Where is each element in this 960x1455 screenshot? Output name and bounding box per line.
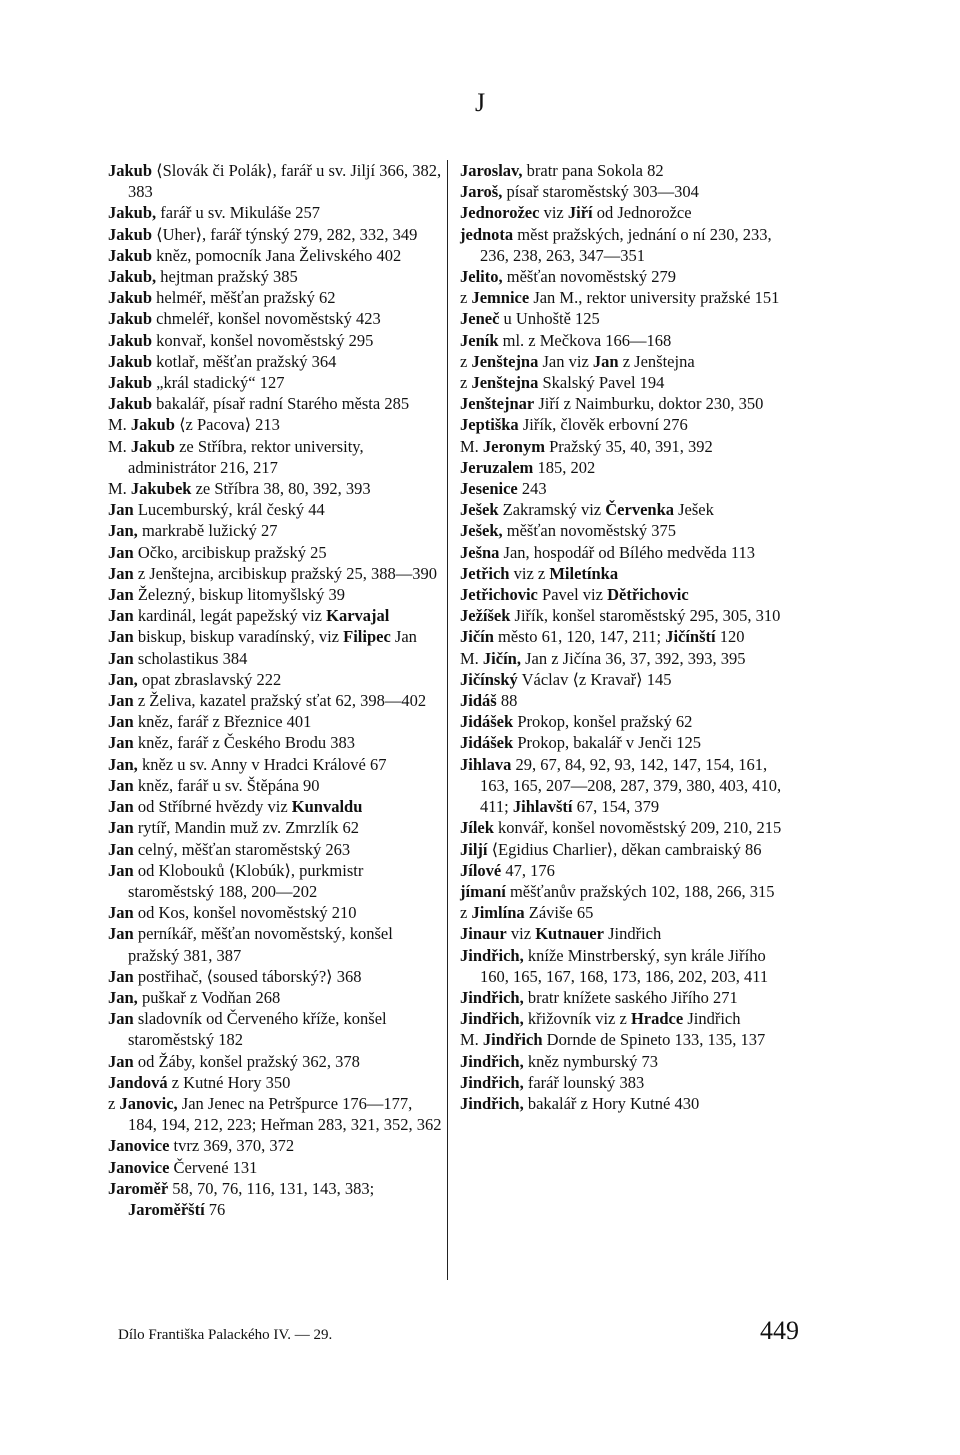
index-entry <box>108 224 443 245</box>
entry-headword: Jan <box>108 839 134 859</box>
entry-text: město 61, 120, 147, 211; <box>493 627 662 647</box>
entry-text: z <box>460 288 472 308</box>
entry-headword: Jesenice <box>460 479 518 499</box>
entry-headword: Jan <box>108 775 134 795</box>
entry-text: měšťan novoměstský 279 <box>502 267 677 287</box>
entry-text: z <box>460 903 472 923</box>
entry-text: helméř, měšťan pražský 62 <box>152 288 336 308</box>
entry-text: Červené 131 <box>169 1157 258 1177</box>
entry-headword: Jan <box>592 351 619 371</box>
entry-text: Jindřich <box>683 1009 741 1029</box>
entry-text: Jan viz <box>538 351 593 371</box>
index-entry <box>460 860 795 881</box>
entry-text: křižovník viz z <box>523 1009 631 1029</box>
entry-text: bakalář z Hory Kutné 430 <box>523 1093 700 1113</box>
entry-text: Jan, hospodář od Bílého medvěda 113 <box>499 542 755 562</box>
index-entry <box>108 1051 443 1072</box>
index-entry <box>460 202 795 223</box>
entry-headword: Jan <box>108 648 134 668</box>
index-entry <box>460 181 795 202</box>
entry-text: 243 <box>517 479 547 499</box>
index-entry <box>108 287 443 308</box>
entry-headword: Jednorožec <box>460 203 540 223</box>
index-entry <box>460 1072 795 1093</box>
index-entry <box>460 902 795 923</box>
index-column-right <box>460 160 795 1114</box>
entry-text: konvař, konšel novoměstský 295 <box>152 330 374 350</box>
index-entry <box>460 499 795 520</box>
entry-headword: Jindřich, <box>460 945 524 965</box>
entry-text: viz z <box>509 563 550 583</box>
entry-headword: Červenka <box>605 500 675 520</box>
index-entry <box>108 732 443 753</box>
entry-text: Záviše 65 <box>524 903 594 923</box>
entry-text: z <box>460 351 472 371</box>
entry-headword: Jan <box>108 1051 134 1071</box>
index-entry <box>460 690 795 711</box>
entry-text: ⟨Egidius Charlier⟩, děkan cambraiský 86 <box>487 839 762 859</box>
index-entry <box>108 372 443 393</box>
entry-headword: Ješek <box>460 500 499 520</box>
index-entry <box>108 987 443 1008</box>
entry-headword: Jelito, <box>460 267 503 287</box>
entry-headword: Jiří <box>567 203 593 223</box>
entry-text: viz <box>539 203 568 223</box>
index-entry <box>460 542 795 563</box>
index-entry <box>108 414 443 435</box>
entry-headword: Jan <box>108 585 134 605</box>
entry-text: Pavel viz <box>537 585 608 605</box>
entry-headword: Jiljí <box>460 839 488 859</box>
entry-headword: Jičínský <box>460 669 518 689</box>
index-entry <box>108 648 443 669</box>
entry-text: 120 <box>715 627 745 647</box>
index-entry <box>108 478 443 499</box>
entry-text: Zakramský viz <box>498 500 606 520</box>
entry-text: Jan z Jičína 36, 37, 392, 393, 395 <box>520 648 746 668</box>
index-entry <box>108 160 443 202</box>
entry-headword: Jakub <box>130 436 175 456</box>
index-entry <box>108 966 443 987</box>
index-entry <box>460 584 795 605</box>
entry-headword: Jan <box>108 966 134 986</box>
index-entry <box>108 266 443 287</box>
entry-headword: Jindřich, <box>460 987 524 1007</box>
index-entry <box>108 626 443 647</box>
entry-headword: Jílek <box>460 818 494 838</box>
entry-headword: Jakub <box>108 224 153 244</box>
index-column-left <box>108 160 443 1220</box>
entry-text: ze Stříbra, rektor university, administrátor 216, 217 <box>128 436 364 477</box>
entry-headword: Jeník <box>460 330 499 350</box>
index-entry <box>108 1093 443 1135</box>
footer-source: Dílo Františka Palackého IV. — 29. <box>118 1327 333 1343</box>
index-entry <box>108 563 443 584</box>
entry-text: 76 <box>204 1199 226 1219</box>
entry-headword: Jenštejna <box>471 373 539 393</box>
entry-text: Očko, arcibiskup pražský 25 <box>133 542 327 562</box>
index-entry <box>108 202 443 223</box>
entry-headword: Jaroměř <box>108 1178 169 1198</box>
entry-headword: Jan <box>108 627 134 647</box>
entry-text: Jiří z Naimburku, doktor 230, 350 <box>534 394 764 414</box>
entry-text: kněz, farář z Březnice 401 <box>133 712 312 732</box>
entry-headword: Jičín, <box>482 648 521 668</box>
entry-headword: Jimlína <box>471 903 525 923</box>
index-entry <box>108 1135 443 1156</box>
entry-headword: Jičínští <box>661 627 716 647</box>
entry-headword: Jan <box>108 797 134 817</box>
entry-text: Pražský 35, 40, 391, 392 <box>544 436 713 456</box>
entry-headword: Jan <box>108 500 134 520</box>
index-entry <box>108 330 443 351</box>
entry-text: kněz, farář z Českého Brodu 383 <box>133 733 355 753</box>
entry-text: od Klobouků ⟨Klobúk⟩, purkmistr staroměstský 188, 200—202 <box>128 860 364 901</box>
entry-headword: Jaroměřští <box>128 1199 205 1219</box>
index-entry <box>460 563 795 584</box>
entry-headword: Jindřich, <box>460 1093 524 1113</box>
index-entry <box>460 266 795 287</box>
entry-headword: Jan <box>108 563 134 583</box>
entry-headword: Jeptiška <box>460 415 519 435</box>
entry-headword: Dětřichovic <box>607 585 689 605</box>
entry-headword: Jeneč <box>460 309 500 329</box>
entry-text: 88 <box>496 691 518 711</box>
entry-text: Ješek <box>674 500 714 520</box>
index-entry <box>460 478 795 499</box>
index-entry <box>460 330 795 351</box>
index-entry <box>460 1008 795 1029</box>
entry-headword: Jindřich, <box>460 1051 524 1071</box>
entry-text: Skalský Pavel 194 <box>538 373 665 393</box>
index-letter-heading: J <box>474 88 486 117</box>
entry-headword: Jan <box>108 712 134 732</box>
index-entry <box>460 945 795 987</box>
entry-headword: Janovic, <box>119 1093 178 1113</box>
entry-headword: Jan <box>108 860 134 880</box>
entry-headword: Jidáš <box>460 691 497 711</box>
entry-text: z <box>460 373 472 393</box>
entry-text: měšťanův pražských 102, 188, 266, 315 <box>505 881 775 901</box>
entry-text: Lucemburský, král český 44 <box>133 500 325 520</box>
entry-text: M. <box>460 436 483 456</box>
index-entry <box>108 520 443 541</box>
index-entry <box>460 414 795 435</box>
index-entry <box>108 711 443 732</box>
entry-headword: Karvajal <box>326 606 390 626</box>
entry-text: rytíř, Mandin muž zv. Zmrzlík 62 <box>133 818 359 838</box>
index-entry <box>460 457 795 478</box>
entry-text: chmeléř, konšel novoměstský 423 <box>152 309 381 329</box>
index-entry <box>460 520 795 541</box>
index-entry <box>108 839 443 860</box>
index-entry <box>108 902 443 923</box>
entry-headword: Jan <box>108 903 134 923</box>
index-entry <box>460 648 795 669</box>
entry-text: farář u sv. Mikuláše 257 <box>156 203 321 223</box>
entry-text: celný, měšťan staroměstský 263 <box>133 839 351 859</box>
index-entry <box>460 923 795 944</box>
entry-headword: Jan <box>108 1009 134 1029</box>
entry-headword: jednota <box>460 224 514 244</box>
entry-headword: Jeronym <box>482 436 545 456</box>
entry-headword: Jílové <box>460 860 502 880</box>
index-entry <box>108 690 443 711</box>
entry-text: biskup, biskup varadínský, viz <box>133 627 344 647</box>
entry-text: tvrz 369, 370, 372 <box>169 1136 295 1156</box>
entry-text: kotlař, měšťan pražský 364 <box>152 351 337 371</box>
entry-text: Železný, biskup litomyšlský 39 <box>133 585 345 605</box>
entry-headword: Janovice <box>108 1136 170 1156</box>
index-entry <box>460 881 795 902</box>
entry-text: kněz, farář u sv. Štěpána 90 <box>133 775 320 795</box>
index-entry <box>460 839 795 860</box>
entry-headword: Jinaur <box>460 924 507 944</box>
entry-headword: Jindřich <box>482 1030 543 1050</box>
entry-headword: Miletínka <box>549 563 619 583</box>
index-entry <box>460 1051 795 1072</box>
entry-text: konvář, konšel novoměstský 209, 210, 215 <box>493 818 782 838</box>
index-entry <box>108 817 443 838</box>
entry-headword: Ješna <box>460 542 500 562</box>
entry-text: ⟨Slovák či Polák⟩, farář u sv. Jiljí 366, 382, 383 <box>128 161 442 202</box>
entry-headword: Jakub <box>130 415 175 435</box>
entry-text: Jan <box>390 627 417 647</box>
entry-headword: Jakub <box>108 161 153 180</box>
index-entry <box>460 436 795 457</box>
entry-text: 67, 154, 379 <box>572 797 660 817</box>
index-entry <box>460 1029 795 1050</box>
entry-headword: Ježíšek <box>460 606 511 626</box>
entry-headword: Jakub, <box>108 267 157 287</box>
entry-text: viz <box>506 924 536 944</box>
entry-text: Prokop, bakalář v Jenči 125 <box>513 733 702 753</box>
entry-headword: Jandová <box>108 1072 168 1092</box>
entry-headword: Jakub <box>108 288 153 308</box>
index-entry <box>460 224 795 266</box>
entry-headword: Jihlavští <box>508 797 573 817</box>
entry-headword: Jan <box>108 924 134 944</box>
entry-text: Jan M., rektor university pražské 151 <box>529 288 780 308</box>
entry-headword: Jaroslav, <box>460 161 523 180</box>
entry-headword: Jan, <box>108 669 138 689</box>
entry-text: měst pražských, jednání o ní 230, 233, 236, 238, 263, 347—351 <box>480 224 772 265</box>
entry-headword: Jan, <box>108 754 138 774</box>
index-entry <box>460 287 795 308</box>
entry-text: M. <box>108 479 131 499</box>
entry-headword: Jihlava <box>460 754 512 774</box>
index-entry <box>108 1008 443 1050</box>
entry-headword: Jindřich, <box>460 1072 524 1092</box>
entry-text: puškař z Vodňan 268 <box>137 987 281 1007</box>
entry-headword: Jakubek <box>130 479 192 499</box>
entry-text: od Stříbrné hvězdy viz <box>133 797 292 817</box>
entry-headword: Jetřich <box>460 563 510 583</box>
entry-text: od Jednorožce <box>592 203 692 223</box>
entry-text: z Jenštejna, arcibiskup pražský 25, 388—390 <box>133 563 438 583</box>
entry-text: Jiřík, konšel staroměstský 295, 305, 310 <box>510 606 781 626</box>
entry-text: z Jenštejna <box>618 351 695 371</box>
entry-text: od Kos, konšel novoměstský 210 <box>133 903 357 923</box>
entry-text: u Unhoště 125 <box>499 309 600 329</box>
index-entry <box>460 308 795 329</box>
entry-text: ml. z Mečkova 166—168 <box>498 330 672 350</box>
index-entry <box>108 1178 443 1220</box>
entry-text: kardinál, legát papežský viz <box>133 606 327 626</box>
entry-headword: Jan <box>108 818 134 838</box>
entry-headword: Jindřich, <box>460 1009 524 1029</box>
entry-text: Jiřík, člověk erbovní 276 <box>518 415 688 435</box>
entry-text: kněz u sv. Anny v Hradci Králové 67 <box>137 754 387 774</box>
entry-headword: Ješek, <box>460 521 503 541</box>
entry-headword: Jan <box>108 691 134 711</box>
index-entry <box>460 160 795 181</box>
entry-headword: Jidášek <box>460 733 514 753</box>
index-entry <box>460 351 795 372</box>
entry-text: ⟨Uher⟩, farář týnský 279, 282, 332, 349 <box>152 224 418 244</box>
index-entry <box>460 1093 795 1114</box>
entry-text: postřihač, ⟨soused táborský?⟩ 368 <box>133 966 362 986</box>
entry-headword: Jan <box>108 733 134 753</box>
index-entry <box>108 542 443 563</box>
entry-headword: Hradce <box>630 1009 684 1029</box>
index-entry <box>460 372 795 393</box>
entry-headword: Janovice <box>108 1157 170 1177</box>
entry-headword: Jemnice <box>471 288 530 308</box>
entry-headword: Jakub <box>108 394 153 414</box>
entry-text: bakalář, písař radní Starého města 285 <box>152 394 410 414</box>
entry-text: kněz nymburský 73 <box>523 1051 659 1071</box>
entry-headword: Kunvaldu <box>291 797 363 817</box>
index-entry <box>108 605 443 626</box>
entry-text: kníže Minstrberský, syn krále Jiřího 160, 165, 167, 168, 173, 186, 202, 203, 411 <box>480 945 769 986</box>
entry-text: písař staroměstský 303—304 <box>502 182 699 202</box>
entry-text: farář lounský 383 <box>523 1072 645 1092</box>
entry-text: od Žáby, konšel pražský 362, 378 <box>133 1051 360 1071</box>
index-entry <box>108 436 443 478</box>
entry-text: z Želiva, kazatel pražský sťat 62, 398—402 <box>133 691 427 711</box>
index-entry <box>108 923 443 965</box>
entry-text: M. <box>108 436 131 456</box>
entry-text: Dornde de Spineto 133, 135, 137 <box>542 1030 766 1050</box>
index-entry <box>108 584 443 605</box>
entry-headword: Kutnauer <box>535 924 604 944</box>
entry-text: hejtman pražský 385 <box>156 267 298 287</box>
entry-text: kněz, pomocník Jana Želivského 402 <box>152 245 402 265</box>
entry-headword: Jetřichovic <box>460 585 538 605</box>
entry-headword: Jan, <box>108 987 138 1007</box>
index-entry <box>108 308 443 329</box>
entry-text: M. <box>108 415 131 435</box>
entry-headword: Jakub, <box>108 203 157 223</box>
entry-headword: Jan <box>108 542 134 562</box>
entry-headword: Jakub <box>108 330 153 350</box>
entry-headword: Jidášek <box>460 712 514 732</box>
entry-text: 29, 67, 84, 92, 93, 142, 147, 154, 161, 163, 165, 207—208, 287, 379, 380, 403, 410, 411; <box>480 754 782 817</box>
column-divider <box>447 160 448 1280</box>
index-entry <box>460 669 795 690</box>
entry-headword: Jakub <box>108 351 153 371</box>
index-entry <box>460 711 795 732</box>
entry-headword: Jan, <box>108 521 138 541</box>
index-entry <box>108 245 443 266</box>
entry-text: perníkář, měšťan novoměstský, konšel pražský 381, 387 <box>128 924 393 965</box>
entry-headword: Jaroš, <box>460 182 503 202</box>
entry-text: bratr pana Sokola 82 <box>522 161 664 180</box>
entry-text: M. <box>460 1030 483 1050</box>
index-entry <box>460 754 795 818</box>
index-entry <box>108 860 443 902</box>
entry-headword: jímaní <box>460 881 506 901</box>
entry-text: 47, 176 <box>501 860 555 880</box>
entry-text: markrabě lužický 27 <box>137 521 278 541</box>
entry-headword: Jenštejnar <box>460 394 535 414</box>
entry-text: Jindřich <box>603 924 662 944</box>
index-entry <box>460 393 795 414</box>
entry-text: měšťan novoměstský 375 <box>502 521 677 541</box>
entry-text: ze Stříbra 38, 80, 392, 393 <box>191 479 371 499</box>
entry-text: Prokop, konšel pražský 62 <box>513 712 693 732</box>
entry-headword: Jenštejna <box>471 351 539 371</box>
entry-text: bratr knížete saského Jiřího 271 <box>523 987 738 1007</box>
index-entry <box>108 1072 443 1093</box>
entry-headword: Jakub <box>108 245 153 265</box>
index-entry <box>108 393 443 414</box>
index-entry <box>108 669 443 690</box>
entry-text: scholastikus 384 <box>133 648 248 668</box>
entry-text: M. <box>460 648 483 668</box>
entry-text: Jan Jenec na Petršpurce 176—177, 184, 194, 212, 223; Heřman 283, 321, 352, 362 <box>128 1093 442 1135</box>
index-entry <box>460 732 795 753</box>
entry-headword: Filipec <box>343 627 391 647</box>
entry-text: ⟨z Pacova⟩ 213 <box>174 415 280 435</box>
page-number: 449 <box>760 1316 799 1345</box>
entry-headword: Jan <box>108 606 134 626</box>
entry-headword: Jičín <box>460 627 494 647</box>
entry-text: Václav ⟨z Kravař⟩ 145 <box>517 669 672 689</box>
index-entry <box>460 987 795 1008</box>
entry-text: z Kutné Hory 350 <box>167 1072 291 1092</box>
entry-text: 185, 202 <box>533 457 596 477</box>
entry-text: opat zbraslavský 222 <box>137 669 282 689</box>
entry-headword: Jakub <box>108 373 153 393</box>
index-entry <box>108 796 443 817</box>
index-entry <box>108 351 443 372</box>
index-entry <box>460 817 795 838</box>
index-entry <box>460 605 795 626</box>
entry-headword: Jeruzalem <box>460 457 534 477</box>
entry-text: 58, 70, 76, 116, 131, 143, 383; <box>168 1178 375 1198</box>
index-entry <box>108 754 443 775</box>
index-entry <box>108 1157 443 1178</box>
index-entry <box>460 626 795 647</box>
entry-text: z <box>108 1093 120 1113</box>
index-entry <box>108 499 443 520</box>
entry-text: sladovník od Červeného kříže, konšel staroměstský 182 <box>128 1009 387 1050</box>
entry-text: „král stadický“ 127 <box>152 373 285 393</box>
index-entry <box>108 775 443 796</box>
entry-headword: Jakub <box>108 309 153 329</box>
